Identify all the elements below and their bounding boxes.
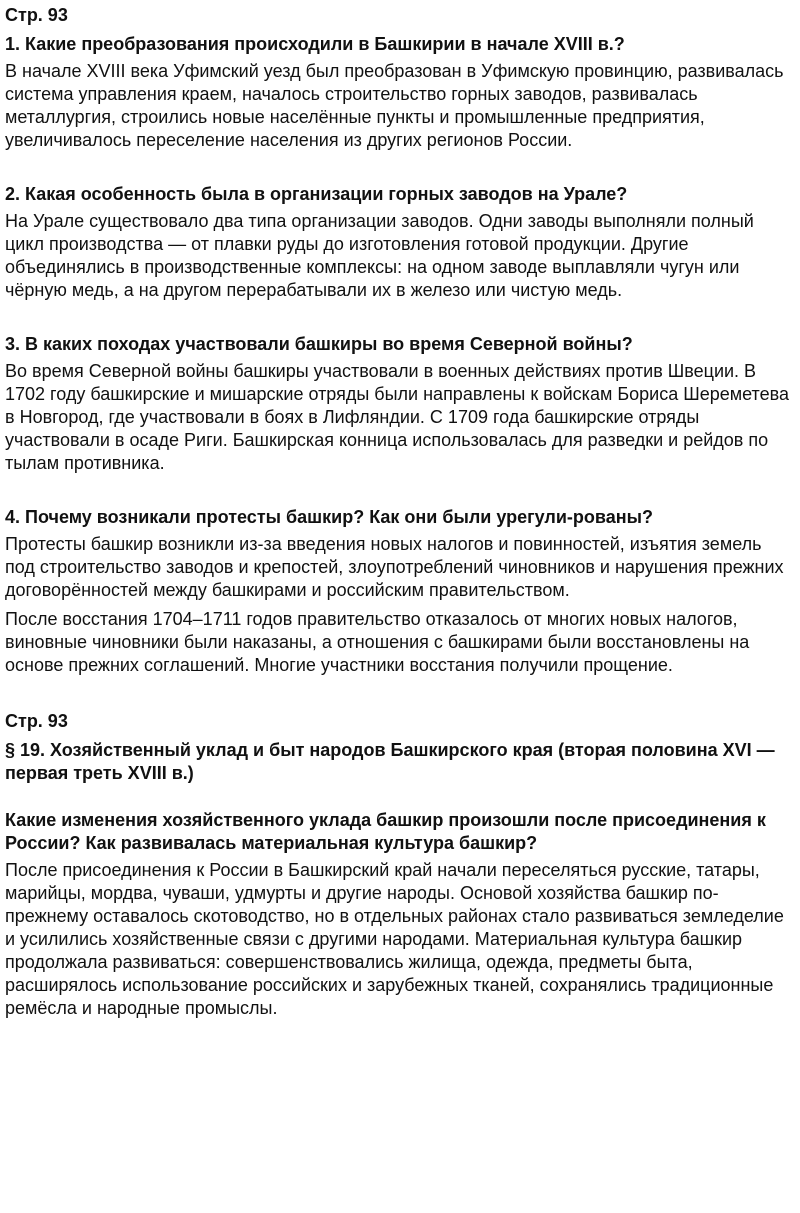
answer-3-paragraph: Во время Северной войны башкиры участвовали в военных действиях против Швеции. В 1702 году башкирские и мишарские отряды были направлены к войскам Бориса Шереметева в Новгород, где участвовали в боях в Лифляндии. С 1709 года башкирские отряды участвовали в осаде Риги. Башкирская конница использовалась для разведки и рейдов по тылам противника. (5, 361, 789, 473)
question-3-title: 3. В каких походах участвовали башкиры во время Северной войны? (5, 334, 633, 354)
answer-5-paragraph: После присоединения к России в Башкирский край начали переселяться русские, татары, марийцы, мордва, чуваши, удмурты и другие народы. Основой хозяйства башкир по-прежнему оставалось скотоводство, но в отдельных районах стало развиваться земледелие и усилились хозяйственные связи с другими народами. Материальная культура башкир продолжала развиваться: совершенствовались жилища, одежда, предметы быта, расширялось использование российских и зарубежных тканей, сохранялись традиционные ремёсла и народные промыслы. (5, 860, 784, 1018)
section-spacer (5, 481, 796, 506)
section-spacer (5, 308, 796, 333)
question-1-title: 1. Какие преобразования происходили в Башкирии в начале XVIII в.? (5, 34, 625, 54)
answer-1-paragraph: В начале XVIII века Уфимский уезд был преобразован в Уфимскую провинцию, развивалась система управления краем, началось строительство горных заводов, развивалась металлургия, строились новые населённые пункты и промышленные предприятия, увеличивалось переселение населения из других регионов России. (5, 61, 784, 150)
page-label: Стр. 93 (5, 5, 68, 25)
section-spacer (5, 789, 796, 809)
section-spacer (5, 158, 796, 183)
answer-2-paragraph: На Урале существовало два типа организации заводов. Одни заводы выполняли полный цикл производства — от плавки руды до изготовления готовой продукции. Другие объединялись в производственные комплексы: на одном заводе выплавляли чугун или чёрную медь, а на другом перерабатывали их в железо или чистую медь. (5, 211, 754, 300)
section-spacer (5, 683, 796, 708)
answer-4-paragraph-1: Протесты башкир возникли из-за введения новых налогов и повинностей, изъятия земель под строительство заводов и крепостей, злоупотреблений чиновников и нарушения прежних договорённостей между башкирами и российским правительством. (5, 534, 784, 600)
page-label-2: Стр. 93 (5, 711, 68, 731)
question-2-title: 2. Какая особенность была в организации горных заводов на Урале? (5, 184, 628, 204)
question-4-title: 4. Почему возникали протесты башкир? Как они были урегули-рованы? (5, 507, 653, 527)
answer-4-paragraph-2: После восстания 1704–1711 годов правительство отказалось от многих новых налогов, виновные чиновники были наказаны, а отношения с башкирами были восстановлены на основе прежних соглашений. Многие участники восстания получили прощение. (5, 609, 750, 675)
section-19-title: § 19. Хозяйственный уклад и быт народов Башкирского края (вторая половина XVI — первая треть XVIII в.) (5, 740, 775, 783)
question-5-title: Какие изменения хозяйственного уклада башкир произошли после присоединения к России? Как развивалась материальная культура башкир? (5, 810, 766, 853)
